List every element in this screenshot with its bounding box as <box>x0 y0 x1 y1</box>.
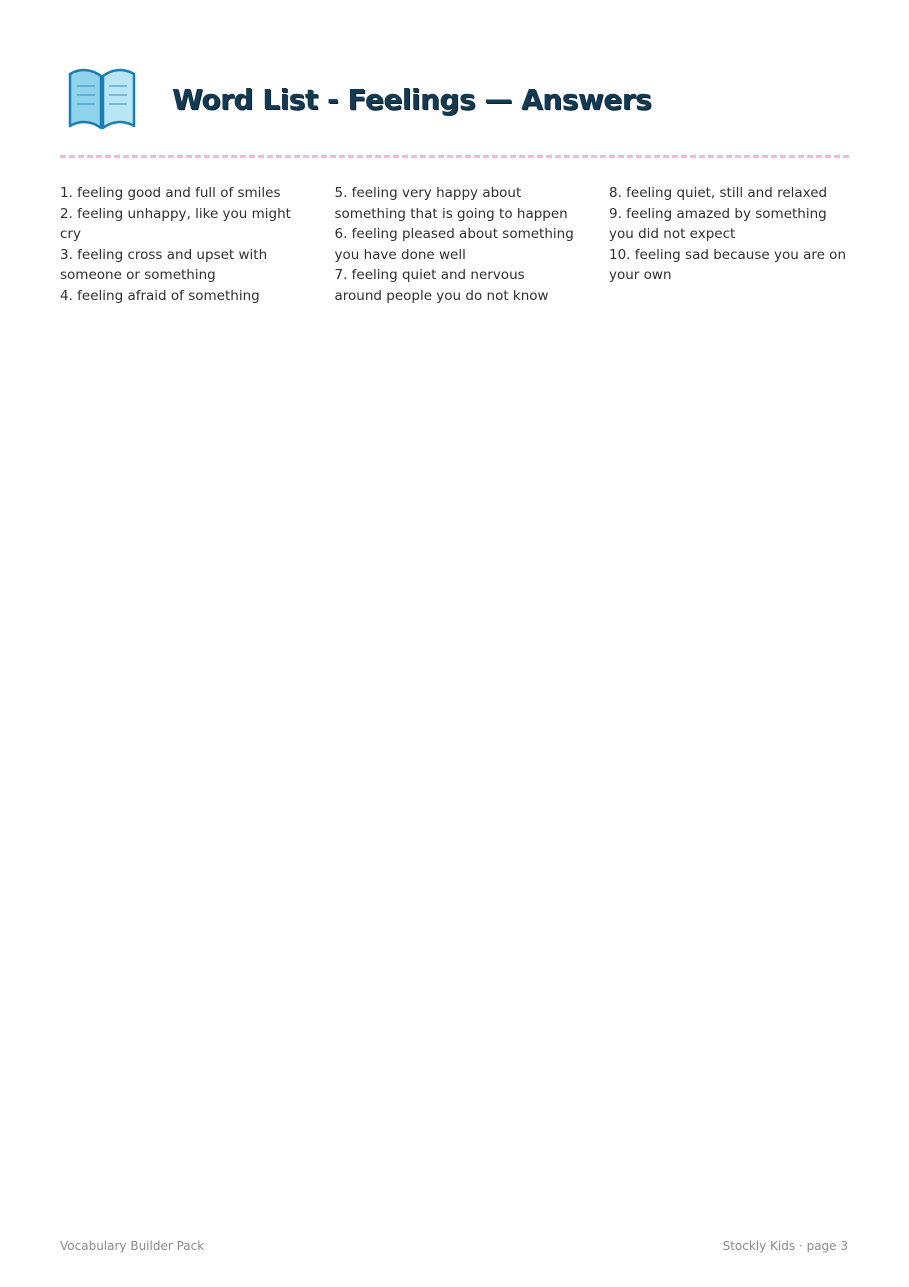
answers-column-1 <box>60 183 300 307</box>
answers-column-3 <box>609 183 849 307</box>
answer-item: 3. feeling cross and upset with someone or something <box>60 246 268 284</box>
footer-right: Stockly Kids · page 3 <box>722 1239 848 1253</box>
answers-section <box>60 183 849 307</box>
dashed-divider <box>60 155 849 158</box>
answer-item: 1. feeling good and full of smiles <box>60 185 281 201</box>
answer-item: 2. feeling unhappy, like you might cry <box>60 205 291 243</box>
answer-item: 9. feeling amazed by something you did not expect <box>609 205 827 243</box>
answer-item: 5. feeling very happy about something that is going to happen <box>334 185 568 222</box>
answer-item: 7. feeling quiet and nervous around people you do not know <box>334 267 549 304</box>
answer-item: 4. feeling afraid of something <box>60 287 260 304</box>
answers-column-2 <box>335 183 575 307</box>
page-header <box>60 64 849 134</box>
answer-item: 10. feeling sad because you are on your own <box>609 246 847 284</box>
page-title: Word List - Feelings — Answers <box>172 82 652 116</box>
footer-left: Vocabulary Builder Pack <box>60 1239 205 1253</box>
open-book-icon <box>66 66 138 132</box>
answer-item: 6. feeling pleased about something you have done well <box>334 226 574 263</box>
answer-item: 8. feeling quiet, still and relaxed <box>609 185 828 201</box>
